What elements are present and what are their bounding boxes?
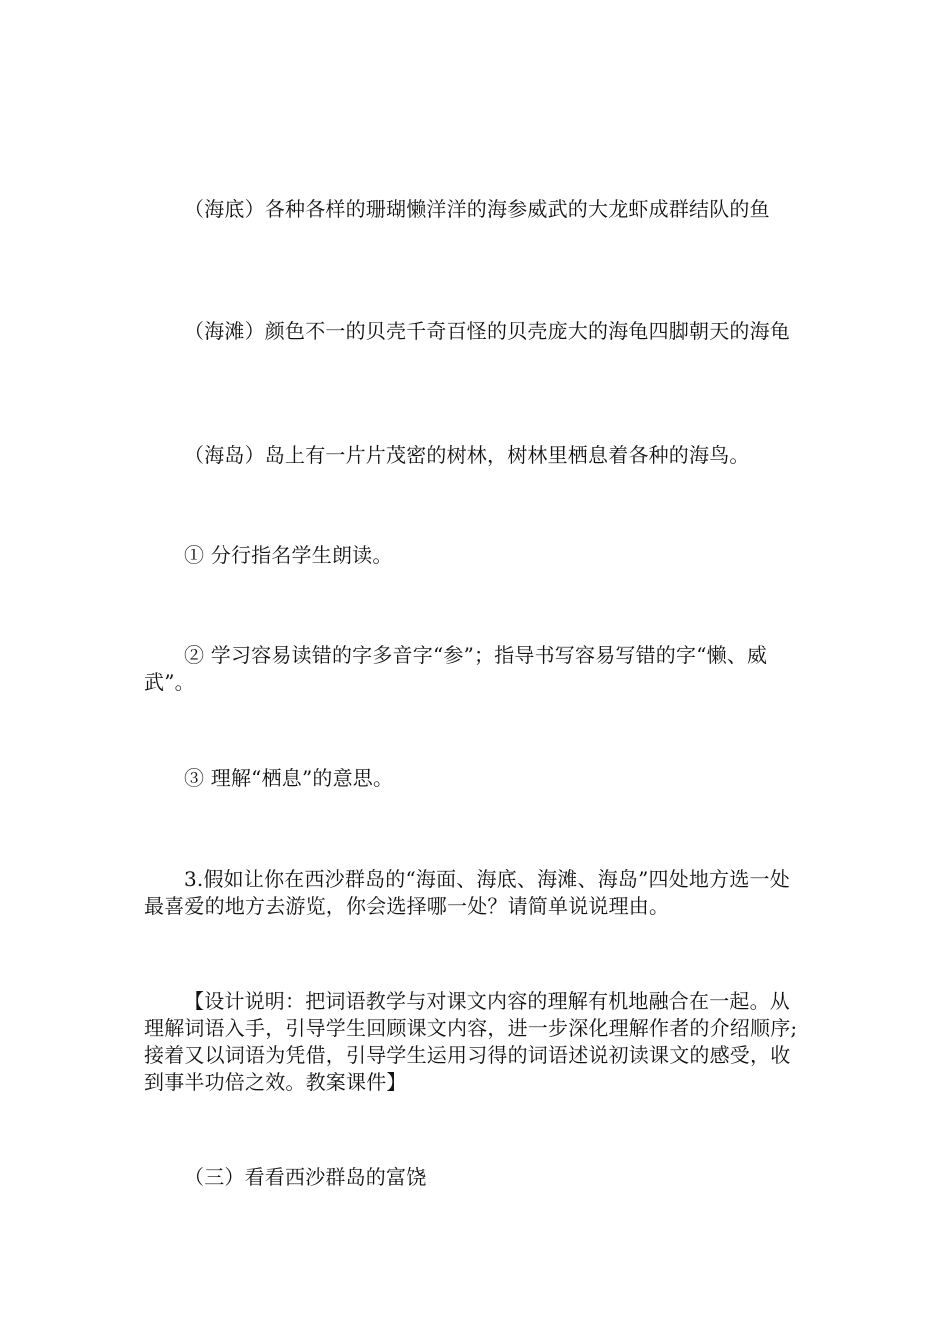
section-heading-3: （三）看看西沙群岛的富饶 xyxy=(184,1165,427,1189)
paragraph-design-note: 【设计说明：把词语教学与对课文内容的理解有机地融合在一起。从理解词语入手，引导学生回顾课文内容，进一步深化理解作者的介绍顺序;接着又以词语为凭借，引导学生运用习得的词语述说初读课文的感受，收到事半功倍之效。教案课件】 xyxy=(144,989,798,1094)
paragraph-step-1: ① 分行指名学生朗读。 xyxy=(184,543,393,567)
paragraph-seabed: （海底）各种各样的珊瑚懒洋洋的海参威武的大龙虾成群结队的鱼 xyxy=(184,197,770,221)
paragraph-step-2: ② 学习容易读错的字多音字“参”；指导书写容易写错的字“懒、威武”。 xyxy=(144,643,768,694)
paragraph-step-3: ③ 理解“栖息”的意思。 xyxy=(184,766,394,790)
paragraph-beach: （海滩）颜色不一的贝壳千奇百怪的贝壳庞大的海龟四脚朝天的海龟 xyxy=(184,319,790,343)
paragraph-island: （海岛）岛上有一片片茂密的树林，树林里栖息着各种的海鸟。 xyxy=(184,443,750,467)
paragraph-question-3: 3.假如让你在西沙群岛的“海面、海底、海滩、海岛”四处地方选一处最喜爱的地方去游览，你会选择哪一处？请简单说说理由。 xyxy=(144,867,790,918)
